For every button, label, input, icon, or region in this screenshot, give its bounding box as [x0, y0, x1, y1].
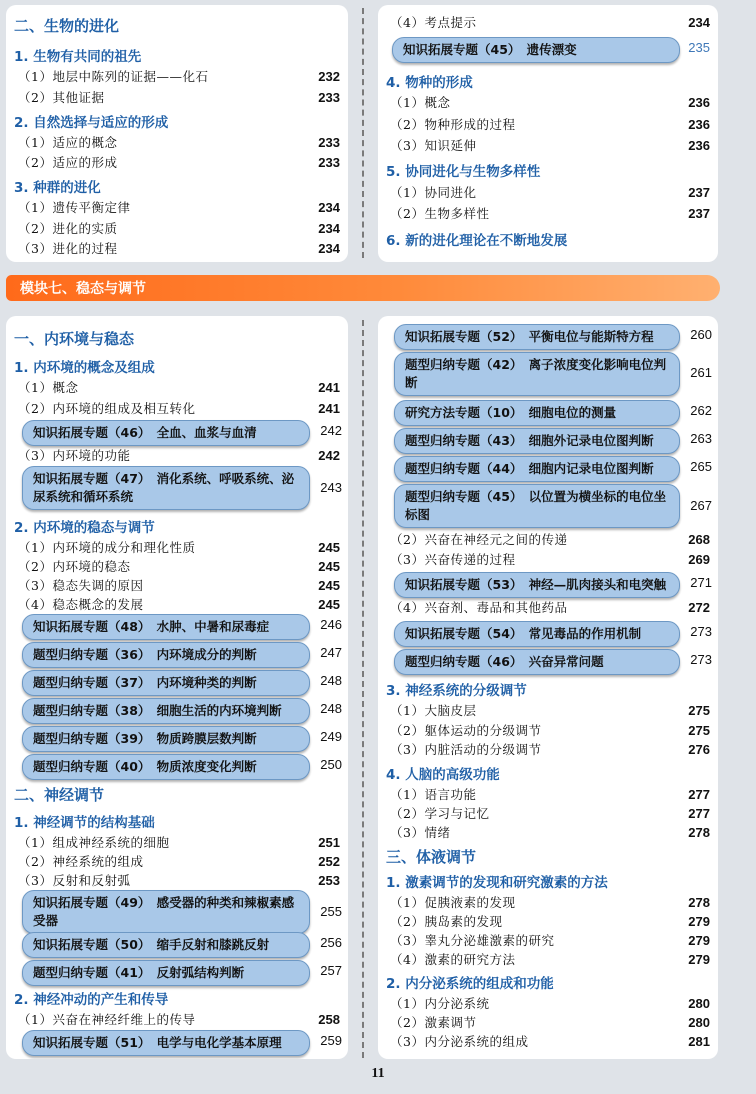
column-divider — [362, 8, 364, 258]
topic-box-page: 249 — [320, 729, 342, 744]
group-title: 1. 内环境的概念及组成 — [14, 360, 155, 376]
toc-entry[interactable]: （2）其他证据 233 — [18, 89, 340, 105]
bottom-left-panel — [6, 316, 348, 1059]
topic-box-page: 248 — [320, 701, 342, 716]
toc-entry[interactable]: （1）促胰液素的发现 278 — [390, 894, 710, 910]
toc-entry[interactable]: （2）进化的实质 234 — [18, 220, 340, 236]
topic-box-page: 273 — [690, 624, 712, 639]
toc-entry[interactable]: （2）生物多样性 237 — [390, 205, 710, 221]
topic-box[interactable]: 知识拓展专题（53） 神经—肌肉接头和电突触 — [394, 572, 680, 598]
topic-box-page: 250 — [320, 757, 342, 772]
toc-entry[interactable]: （4）稳态概念的发展 245 — [18, 596, 340, 612]
topic-box[interactable]: 题型归纳专题（43） 细胞外记录电位图判断 — [394, 428, 680, 454]
bottom-right-panel — [378, 316, 718, 1059]
group-title: 3. 种群的进化 — [14, 180, 101, 196]
toc-entry[interactable]: （3）兴奋传递的过程 269 — [390, 551, 710, 567]
group-title: 2. 自然选择与适应的形成 — [14, 115, 169, 131]
topic-box-page: 256 — [320, 935, 342, 950]
group-title: 5. 协同进化与生物多样性 — [386, 164, 541, 180]
toc-entry[interactable]: （1）协同进化 237 — [390, 184, 710, 200]
toc-entry[interactable]: （1）地层中陈列的证据——化石 232 — [18, 68, 340, 84]
group-title: 2. 神经冲动的产生和传导 — [14, 992, 169, 1008]
topic-box-page: 235 — [688, 40, 710, 55]
toc-entry[interactable]: （1）内环境的成分和理化性质 245 — [18, 539, 340, 555]
topic-box[interactable]: 研究方法专题（10） 细胞电位的测量 — [394, 400, 680, 426]
topic-box[interactable]: 题型归纳专题（37） 内环境种类的判断 — [22, 670, 310, 696]
topic-box[interactable]: 题型归纳专题（39） 物质跨膜层数判断 — [22, 726, 310, 752]
topic-box-page: 262 — [690, 403, 712, 418]
topic-box[interactable]: 题型归纳专题（45） 以位置为横坐标的电位坐标图 — [394, 484, 680, 528]
column-divider — [362, 320, 364, 1058]
page-number: 11 — [371, 1066, 385, 1081]
toc-entry[interactable]: （3）内分泌系统的组成 281 — [390, 1033, 710, 1049]
topic-box[interactable]: 知识拓展专题（51） 电学与电化学基本原理 — [22, 1030, 310, 1056]
toc-entry[interactable]: （2）胰岛素的发现 279 — [390, 913, 710, 929]
topic-box[interactable]: 题型归纳专题（42） 离子浓度变化影响电位判断 — [394, 352, 680, 396]
topic-box[interactable]: 知识拓展专题（45） 遗传漂变 — [392, 37, 680, 63]
group-title: 4. 人脑的高级功能 — [386, 767, 500, 783]
topic-box[interactable]: 题型归纳专题（38） 细胞生活的内环境判断 — [22, 698, 310, 724]
toc-entry[interactable]: （3）反射和反射弧 253 — [18, 872, 340, 888]
group-title: 1. 神经调节的结构基础 — [14, 815, 155, 831]
topic-box[interactable]: 知识拓展专题（54） 常见毒品的作用机制 — [394, 621, 680, 647]
topic-box-page: 260 — [690, 327, 712, 342]
toc-entry[interactable]: （2）适应的形成 233 — [18, 154, 340, 170]
toc-entry[interactable]: （1）兴奋在神经纤维上的传导 258 — [18, 1011, 340, 1027]
topic-box-page: 265 — [690, 459, 712, 474]
group-title: 1. 激素调节的发现和研究激素的方法 — [386, 875, 608, 891]
section-title: 三、体液调节 — [386, 848, 477, 866]
toc-entry[interactable]: （2）激素调节 280 — [390, 1014, 710, 1030]
topic-box-page: 273 — [690, 652, 712, 667]
section-title: 二、神经调节 — [14, 786, 105, 804]
toc-entry[interactable]: （3）睾丸分泌雄激素的研究 279 — [390, 932, 710, 948]
topic-box[interactable]: 题型归纳专题（40） 物质浓度变化判断 — [22, 754, 310, 780]
toc-entry[interactable]: （4）考点提示 234 — [390, 14, 710, 30]
topic-box-page: 242 — [320, 423, 342, 438]
section-title: 二、生物的进化 — [14, 17, 120, 35]
toc-entry[interactable]: （1）概念 241 — [18, 379, 340, 395]
toc-entry[interactable]: （2）学习与记忆 277 — [390, 805, 710, 821]
toc-entry[interactable]: （4）激素的研究方法 279 — [390, 951, 710, 967]
module-banner: 模块七、稳态与调节 — [6, 275, 720, 301]
toc-entry[interactable]: （1）适应的概念 233 — [18, 134, 340, 150]
topic-box[interactable]: 题型归纳专题（46） 兴奋异常问题 — [394, 649, 680, 675]
topic-box[interactable]: 知识拓展专题（50） 缩手反射和膝跳反射 — [22, 932, 310, 958]
toc-entry[interactable]: （2）内环境的稳态 245 — [18, 558, 340, 574]
topic-box-page: 271 — [690, 575, 712, 590]
topic-box[interactable]: 题型归纳专题（41） 反射弧结构判断 — [22, 960, 310, 986]
topic-box-page: 246 — [320, 617, 342, 632]
topic-box-page: 255 — [320, 904, 342, 919]
toc-entry[interactable]: （1）概念 236 — [390, 94, 710, 110]
topic-box-page: 243 — [320, 480, 342, 495]
topic-box-page: 263 — [690, 431, 712, 446]
topic-box[interactable]: 知识拓展专题（52） 平衡电位与能斯特方程 — [394, 324, 680, 350]
section-title: 一、内环境与稳态 — [14, 330, 135, 348]
toc-entry[interactable]: （3）知识延伸 236 — [390, 137, 710, 153]
topic-box[interactable]: 知识拓展专题（46） 全血、血浆与血清 — [22, 420, 310, 446]
toc-entry[interactable]: （2）躯体运动的分级调节 275 — [390, 722, 710, 738]
top-left-panel — [6, 5, 348, 262]
toc-entry[interactable]: （3）内脏活动的分级调节 276 — [390, 741, 710, 757]
topic-box-page: 247 — [320, 645, 342, 660]
topic-box-page: 248 — [320, 673, 342, 688]
toc-entry[interactable]: （1）内分泌系统 280 — [390, 995, 710, 1011]
topic-box-page: 257 — [320, 963, 342, 978]
toc-entry[interactable]: （1）组成神经系统的细胞 251 — [18, 834, 340, 850]
topic-box-page: 267 — [690, 498, 712, 513]
toc-entry[interactable]: （3）稳态失调的原因 245 — [18, 577, 340, 593]
toc-entry[interactable]: （4）兴奋剂、毒品和其他药品 272 — [390, 599, 710, 615]
group-title: 6. 新的进化理论在不断地发展 — [386, 233, 568, 249]
group-title: 2. 内分泌系统的组成和功能 — [386, 976, 554, 992]
toc-entry[interactable]: （1）语言功能 277 — [390, 786, 710, 802]
toc-entry[interactable]: （2）神经系统的组成 252 — [18, 853, 340, 869]
topic-box-page: 261 — [690, 365, 712, 380]
toc-entry[interactable]: （1）大脑皮层 275 — [390, 702, 710, 718]
group-title: 4. 物种的形成 — [386, 75, 473, 91]
topic-box[interactable]: 知识拓展专题（49） 感受器的种类和辣椒素感受器 — [22, 890, 310, 934]
topic-box[interactable]: 知识拓展专题（47） 消化系统、呼吸系统、泌尿系统和循环系统 — [22, 466, 310, 510]
top-right-panel — [378, 5, 718, 262]
topic-box[interactable]: 知识拓展专题（48） 水肿、中暑和尿毒症 — [22, 614, 310, 640]
group-title: 1. 生物有共同的祖先 — [14, 49, 142, 65]
topic-box[interactable]: 题型归纳专题（36） 内环境成分的判断 — [22, 642, 310, 668]
toc-entry[interactable]: （1）遗传平衡定律 234 — [18, 199, 340, 215]
toc-entry[interactable]: （3）进化的过程 234 — [18, 240, 340, 256]
toc-entry[interactable]: （2）兴奋在神经元之间的传递 268 — [390, 531, 710, 547]
group-title: 3. 神经系统的分级调节 — [386, 683, 527, 699]
topic-box[interactable]: 题型归纳专题（44） 细胞内记录电位图判断 — [394, 456, 680, 482]
group-title: 2. 内环境的稳态与调节 — [14, 520, 155, 536]
toc-entry[interactable]: （3）内环境的功能 242 — [18, 447, 340, 463]
toc-entry[interactable]: （2）物种形成的过程 236 — [390, 116, 710, 132]
toc-entry[interactable]: （3）情绪 278 — [390, 824, 710, 840]
topic-box-page: 259 — [320, 1033, 342, 1048]
toc-entry[interactable]: （2）内环境的组成及相互转化 241 — [18, 400, 340, 416]
